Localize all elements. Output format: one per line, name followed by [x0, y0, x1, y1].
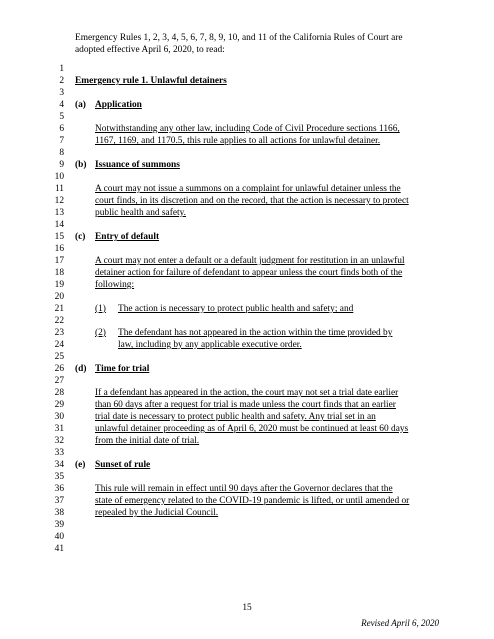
section-a-heading: Application	[95, 100, 142, 110]
section-c-item-2-text: law, including by any applicable executive order.	[118, 340, 302, 350]
section-c-item-1-label: (1)	[95, 304, 106, 314]
line-number: 6	[59, 124, 64, 134]
section-c-item-2-label: (2)	[95, 328, 106, 338]
section-e-text-line: state of emergency related to the COVID-19 pandemic is lifted, or until amended or	[95, 496, 410, 506]
section-b-text-line: court finds, in its discretion and on the record, that the action is necessary to protect	[95, 196, 409, 206]
line-number: 36	[54, 484, 64, 494]
line-number: 37	[54, 496, 64, 506]
section-c-text-line: detainer action for failure of defendant to appear unless the court finds both of the	[95, 268, 403, 278]
section-b-text-line: public health and safety.	[95, 208, 187, 218]
line-number: 15	[54, 232, 64, 242]
line-number: 21	[54, 304, 64, 314]
line-number: 10	[54, 172, 64, 182]
section-d-label: (d)	[75, 364, 87, 374]
section-c-item-1-text: The action is necessary to protect public health and safety; and	[118, 304, 354, 314]
line-number: 16	[54, 244, 64, 254]
section-c-label: (c)	[75, 232, 86, 242]
section-c-text-line: A court may not enter a default or a default judgment for restitution in an unlawful	[95, 256, 405, 266]
page-number: 15	[242, 603, 252, 613]
revision-footer: Revised April 6, 2020	[361, 618, 439, 628]
line-number: 40	[54, 532, 64, 542]
rule-title: Emergency rule 1. Unlawful detainers	[75, 76, 227, 86]
section-c-heading: Entry of default	[95, 232, 160, 242]
section-d-text-line: If a defendant has appeared in the action, the court may not set a trial date earlier	[95, 388, 399, 398]
line-number: 41	[54, 544, 64, 554]
section-e-text-line: This rule will remain in effect until 90 days after the Governor declares that the	[95, 484, 393, 494]
line-number: 38	[54, 508, 64, 518]
line-number: 19	[54, 280, 64, 290]
intro-line-1: Emergency Rules 1, 2, 3, 4, 5, 6, 7, 8, 9, 10, and 11 of the California Rules of Court are	[75, 33, 403, 43]
section-d-text-line: trial date is necessary to protect public health and safety. Any trial set in an	[95, 412, 376, 422]
section-d-text-line: than 60 days after a request for trial is made unless the court finds that an earlier	[95, 400, 396, 410]
line-number: 12	[54, 196, 64, 206]
line-number: 5	[59, 112, 64, 122]
line-number: 32	[54, 436, 64, 446]
intro-line-2: adopted effective April 6, 2020, to read:	[75, 45, 225, 55]
section-b-heading: Issuance of summons	[95, 160, 180, 170]
section-a-text-line: Notwithstanding any other law, including Code of Civil Procedure sections 1166,	[95, 124, 400, 134]
section-a-label: (a)	[75, 100, 86, 110]
line-number: 11	[54, 184, 64, 194]
line-number: 20	[54, 292, 64, 302]
line-number: 1	[59, 64, 64, 74]
line-number: 35	[54, 472, 64, 482]
line-number: 27	[54, 376, 64, 386]
line-number: 26	[54, 364, 64, 374]
line-number: 34	[54, 460, 64, 470]
line-number: 39	[54, 520, 64, 530]
section-d-text-line: from the initial date of trial.	[95, 436, 200, 446]
section-d-text-line: unlawful detainer proceeding as of April 6, 2020 must be continued at least 60 days	[95, 424, 409, 434]
line-number: 25	[54, 352, 64, 362]
line-number: 17	[54, 256, 64, 266]
section-b-label: (b)	[75, 160, 87, 170]
line-number: 13	[54, 208, 64, 218]
section-e-label: (e)	[75, 460, 86, 470]
section-e-heading: Sunset of rule	[95, 460, 151, 470]
section-c-text-line: following:	[95, 280, 135, 290]
line-number: 2	[59, 76, 64, 86]
section-b-text-line: A court may not issue a summons on a complaint for unlawful detainer unless the	[95, 184, 401, 194]
line-number: 14	[54, 220, 64, 230]
line-number: 4	[59, 100, 64, 110]
line-number: 8	[59, 148, 64, 158]
line-number: 18	[54, 268, 64, 278]
section-c-item-2-text: The defendant has not appeared in the action within the time provided by	[118, 328, 393, 338]
line-number: 24	[54, 340, 64, 350]
line-number: 30	[54, 412, 64, 422]
line-number: 31	[54, 424, 64, 434]
line-number: 29	[54, 400, 64, 410]
line-number: 3	[59, 88, 64, 98]
line-number: 33	[54, 448, 64, 458]
line-number: 9	[59, 160, 64, 170]
line-number: 23	[54, 328, 64, 338]
line-number: 22	[54, 316, 64, 326]
section-e-text-line: repealed by the Judicial Council.	[95, 508, 219, 518]
line-number: 7	[59, 136, 64, 146]
section-a-text-line: 1167, 1169, and 1170.5, this rule applies to all actions for unlawful detainer.	[95, 136, 381, 146]
section-d-heading: Time for trial	[95, 364, 150, 374]
line-number: 28	[54, 388, 64, 398]
